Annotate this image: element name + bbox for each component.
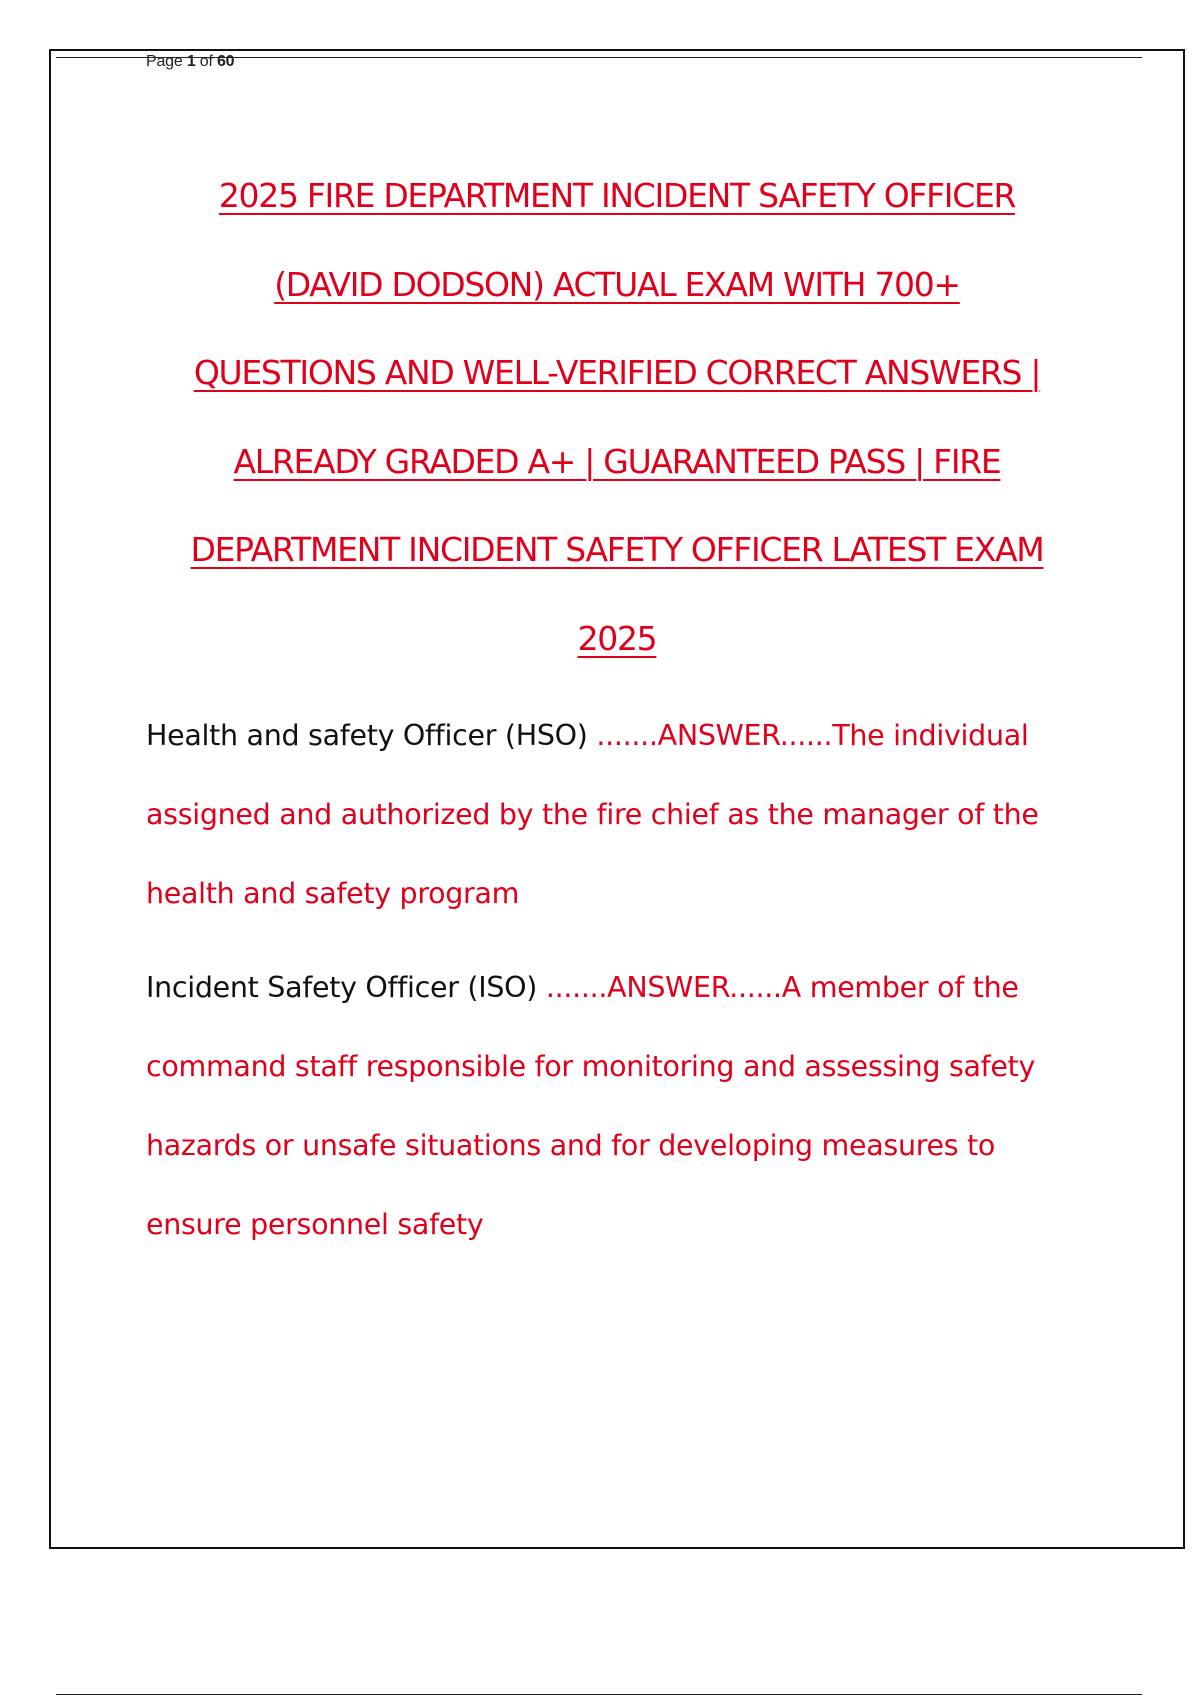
qa-answer-line: ensure personnel safety (146, 1208, 484, 1241)
qa-first-line (146, 696, 1146, 775)
title-line-2: (DAVID DODSON) ACTUAL EXAM WITH 700+ (274, 264, 960, 304)
title-line-3: QUESTIONS AND WELL-VERIFIED CORRECT ANSWERS | (193, 353, 1041, 392)
of-label: of (199, 53, 213, 70)
title-line-1: 2025 FIRE DEPARTMENT INCIDENT SAFETY OFFICER (218, 176, 1016, 215)
qa-item-iso (146, 948, 1146, 1264)
qa-answer-line: assigned and authorized by the fire chief as the manager of the (146, 798, 1039, 831)
qa-answer-start: .......ANSWER......A member of the (545, 971, 1019, 1004)
page-label: Page (146, 53, 183, 70)
qa-answer-line: hazards or unsafe situations and for developing measures to (146, 1129, 996, 1162)
qa-item-hso (146, 696, 1146, 933)
title-line-6: 2025 (577, 618, 657, 658)
qa-term: Health and safety Officer (HSO) (146, 719, 597, 752)
total-pages: 60 (216, 53, 235, 70)
document-title (100, 160, 1134, 691)
title-line-5: DEPARTMENT INCIDENT SAFETY OFFICER LATEST EXAM (190, 530, 1044, 569)
qa-answer-start: .......ANSWER......The individual (596, 719, 1029, 752)
title-line-4: ALREADY GRADED A+ | GUARANTEED PASS | FIRE (233, 441, 1001, 481)
qa-answer-line: command staff responsible for monitoring and assessing safety (146, 1050, 1036, 1083)
page-number (146, 52, 234, 72)
current-page: 1 (186, 53, 196, 70)
qa-answer-line: health and safety program (146, 877, 520, 910)
qa-term: Incident Safety Officer (ISO) (146, 971, 546, 1004)
footer-rule (56, 1694, 1142, 1695)
qa-first-line (146, 948, 1146, 1027)
